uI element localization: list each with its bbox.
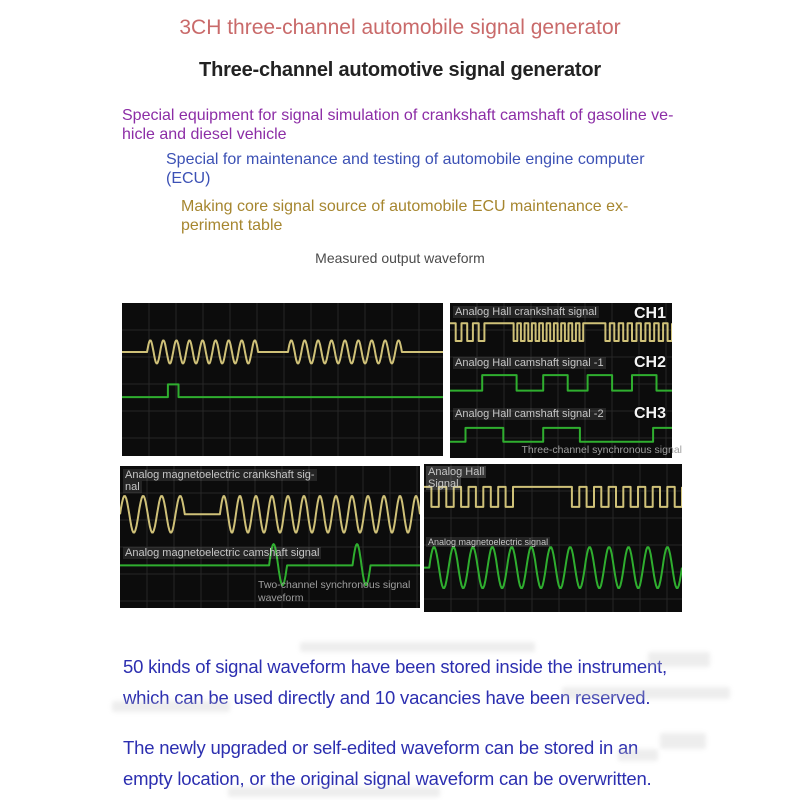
oscilloscope-hall-magneto [424, 464, 682, 612]
oscilloscope-two-channel [120, 466, 420, 608]
feature-blue-line2: (ECU) [166, 170, 211, 187]
feature-purple-line2: hicle and diesel vehicle [122, 126, 287, 143]
ghost-artifact [660, 733, 706, 749]
ch3-badge: CH3 [633, 405, 666, 422]
feature-olive-line2: periment table [181, 217, 283, 234]
magneto-cam-label: Analog magnetoelectric camshaft signal [125, 547, 320, 559]
ch2-badge: CH2 [633, 354, 666, 371]
ch1-badge: CH1 [633, 305, 666, 322]
ghost-artifact [112, 701, 230, 712]
trace-trigger-pulse-green [122, 384, 443, 397]
magneto-crank-label-line2: nal [125, 481, 140, 493]
ch2-label: Analog Hall camshaft signal -1 [455, 357, 604, 369]
footer-upgrade-text [123, 732, 652, 794]
ghost-artifact [300, 642, 535, 652]
waveform-canvas [450, 303, 672, 458]
trace-hall-square [424, 487, 682, 507]
three-channel-caption: Three-channel synchronous signal [521, 444, 682, 456]
oscilloscope-three-channel [450, 303, 682, 458]
hall-label-line1: Analog Hall [428, 466, 485, 478]
feature-purple-line1: Special equipment for signal simulation of crankshaft camshaft of gasoline ve- [122, 107, 674, 124]
ghost-artifact [648, 652, 710, 667]
trace-sine-burst-yellow [122, 341, 443, 364]
ghost-artifact [562, 687, 730, 699]
footer-stored-line2: which can be used directly and 10 vacancies have been reserved. [123, 687, 651, 708]
page-title: 3CH three-channel automobile signal generator [179, 16, 621, 39]
footer-upgrade-line2: empty location, or the original signal waveform can be overwritten. [123, 768, 652, 789]
footer-upgrade-line1: The newly upgraded or self-edited waveform can be stored in an [123, 737, 639, 758]
trace-magneto-crank-sine [120, 496, 420, 532]
hall-label-line2: Signal [428, 478, 459, 490]
oscilloscope-sine-burst [122, 303, 443, 456]
two-channel-caption-line1: Two-channel synchronous signal [258, 579, 411, 591]
ch1-label: Analog Hall crankshaft signal [455, 306, 597, 318]
ghost-artifact [618, 749, 658, 761]
ghost-artifact [228, 787, 440, 797]
section-label: Measured output waveform [315, 250, 485, 266]
feature-purple [122, 106, 697, 144]
feature-blue [166, 150, 656, 188]
scope-grid-lines [122, 303, 443, 456]
ch3-label: Analog Hall camshaft signal -2 [455, 408, 604, 420]
feature-olive-line1: Making core signal source of automobile ECU maintenance ex- [181, 198, 629, 215]
magneto-crank-label-line1: Analog magnetoelectric crankshaft sig- [125, 469, 315, 481]
feature-blue-line1: Special for maintenance and testing of automobile engine computer [166, 151, 645, 168]
two-channel-caption-line2: waveform [258, 592, 304, 604]
trace-magneto-sine [424, 547, 682, 588]
footer-stored-line1: 50 kinds of signal waveform have been stored inside the instrument, [123, 656, 667, 677]
magneto-signal-label: Analog magnetoelectric signal [428, 537, 549, 547]
feature-olive [181, 197, 641, 235]
page-subtitle: Three-channel automotive signal generator [199, 59, 601, 81]
waveform-canvas [122, 303, 443, 456]
